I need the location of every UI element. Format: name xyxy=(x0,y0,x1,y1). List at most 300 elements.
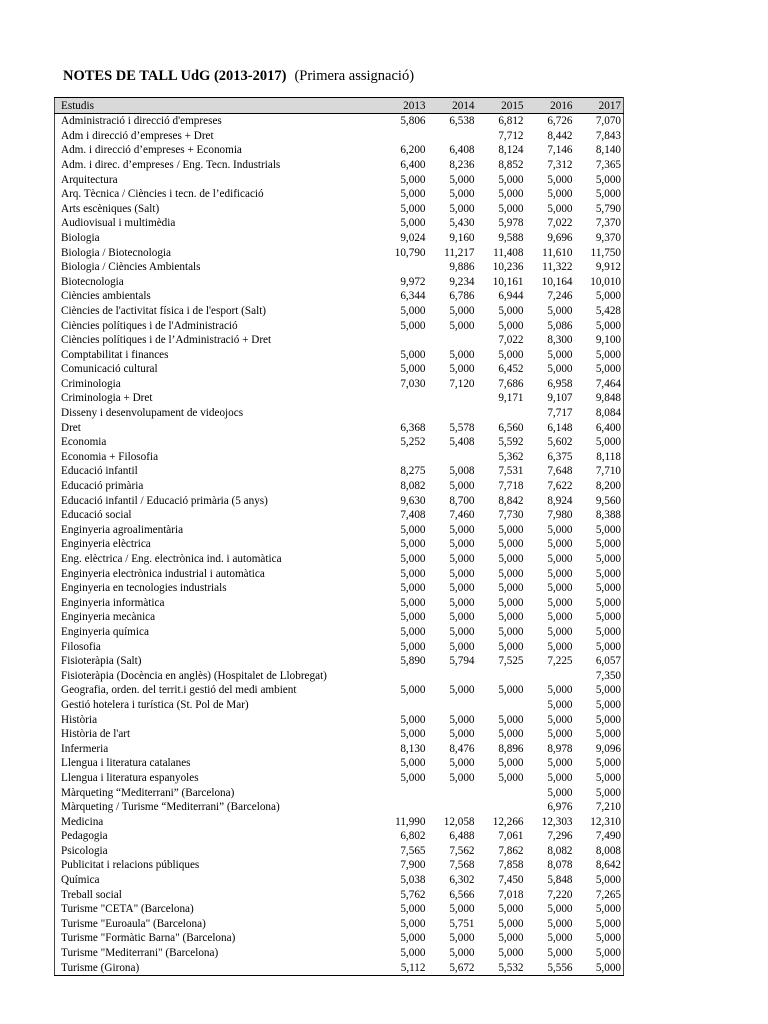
grade-2015-cell: 5,978 xyxy=(498,217,524,230)
grade-2013-cell: 7,408 xyxy=(400,509,426,522)
grade-2014-cell: 5,000 xyxy=(449,611,475,624)
grade-2014-cell: 9,886 xyxy=(449,261,475,274)
grade-2014-cell: 8,476 xyxy=(449,742,475,755)
table-row xyxy=(55,639,624,654)
studies-cell: Enginyeria informàtica xyxy=(61,596,165,609)
studies-cell: Comunicació cultural xyxy=(61,363,158,376)
table-row xyxy=(55,216,624,231)
grade-2015-cell xyxy=(477,785,526,800)
table-row xyxy=(55,420,624,435)
table-row xyxy=(55,566,624,581)
table-row xyxy=(55,741,624,756)
grade-2013-cell: 5,038 xyxy=(400,874,426,887)
grade-2016-cell: 5,000 xyxy=(547,771,573,784)
grade-2016-cell: 5,000 xyxy=(547,582,573,595)
grade-2014-cell: 5,000 xyxy=(449,538,475,551)
grade-2017-cell: 5,000 xyxy=(595,348,621,361)
grade-2014-cell xyxy=(428,785,477,800)
grade-2016-cell: 5,602 xyxy=(547,436,573,449)
grade-2016-cell: 9,696 xyxy=(547,231,573,244)
grade-2013-cell xyxy=(376,668,428,683)
grade-2016-cell: 8,978 xyxy=(547,742,573,755)
studies-cell: Màrqueting / Turisme “Mediterrani” (Barcelona) xyxy=(61,801,280,814)
studies-cell: Enginyeria química xyxy=(61,625,149,638)
studies-cell: Psicologia xyxy=(61,844,108,857)
grade-2017-cell: 5,000 xyxy=(595,611,621,624)
table-row xyxy=(55,756,624,771)
column-header-studies: Estudis xyxy=(55,98,376,114)
grade-2016-cell: 5,000 xyxy=(547,728,573,741)
document-title: NOTES DE TALL UdG (2013-2017) xyxy=(63,68,287,84)
grade-2013-cell: 5,000 xyxy=(400,903,426,916)
grade-2013-cell: 5,000 xyxy=(400,625,426,638)
column-header-2017: 2017 xyxy=(575,98,624,114)
grade-2016-cell: 5,000 xyxy=(547,917,573,930)
grade-2013-cell: 5,000 xyxy=(400,640,426,653)
studies-cell: Publicitat i relacions públiques xyxy=(61,859,200,872)
studies-cell: Ciències polítiques i de l’Administració + Dret xyxy=(61,334,272,347)
grade-2014-cell: 5,578 xyxy=(449,421,475,434)
grade-2014-cell: 5,672 xyxy=(449,961,475,974)
grade-2013-cell: 11,990 xyxy=(395,815,426,828)
grade-2016-cell: 5,556 xyxy=(547,961,573,974)
studies-cell: Turisme "Mediterrani" (Barcelona) xyxy=(61,947,219,960)
grade-2017-cell: 5,000 xyxy=(595,684,621,697)
grade-2015-cell: 8,896 xyxy=(498,742,524,755)
cutoff-grades-table xyxy=(54,97,624,976)
grade-2013-cell: 5,000 xyxy=(400,947,426,960)
grade-2015-cell: 7,022 xyxy=(498,334,524,347)
grade-2016-cell: 6,958 xyxy=(547,377,573,390)
studies-cell: Arq. Tècnica / Ciències i tecn. de l’edificació xyxy=(61,188,264,201)
grade-2013-cell: 5,000 xyxy=(400,217,426,230)
studies-cell: Criminologia xyxy=(61,377,121,390)
grade-2017-cell: 5,000 xyxy=(595,757,621,770)
document-heading xyxy=(63,68,414,85)
column-header-2015: 2015 xyxy=(477,98,526,114)
grade-2014-cell: 5,000 xyxy=(449,903,475,916)
grade-2014-cell: 5,794 xyxy=(449,655,475,668)
grade-2017-cell: 7,843 xyxy=(595,129,621,142)
studies-cell: Educació infantil / Educació primària (5 anys) xyxy=(61,494,268,507)
table-row xyxy=(55,201,624,216)
grade-2014-cell xyxy=(428,800,477,815)
studies-cell: Adm. i direc. d’empreses / Eng. Tecn. Industrials xyxy=(61,158,281,171)
grade-2015-cell: 5,000 xyxy=(498,728,524,741)
grade-2013-cell xyxy=(376,800,428,815)
studies-cell: Arts escèniques (Salt) xyxy=(61,202,160,215)
grade-2013-cell xyxy=(376,260,428,275)
grade-2013-cell: 5,000 xyxy=(400,917,426,930)
table-row xyxy=(55,712,624,727)
grade-2016-cell: 6,726 xyxy=(547,115,573,128)
grade-2015-cell: 7,061 xyxy=(498,830,524,843)
grade-2017-cell: 7,464 xyxy=(595,377,621,390)
table-row xyxy=(55,537,624,552)
studies-cell: Ciències polítiques i de l'Administració xyxy=(61,319,238,332)
grade-2015-cell: 5,000 xyxy=(498,348,524,361)
grade-2016-cell: 11,322 xyxy=(542,261,573,274)
grade-2016-cell: 5,000 xyxy=(547,786,573,799)
grade-2013-cell: 6,802 xyxy=(400,830,426,843)
studies-cell: Dret xyxy=(61,421,81,434)
table-row xyxy=(55,945,624,960)
grade-2013-cell: 5,112 xyxy=(400,961,426,974)
grade-2017-cell: 5,000 xyxy=(595,917,621,930)
studies-cell: Geografia, orden. del territ.i gestió del medi ambient xyxy=(61,684,297,697)
grade-2015-cell: 5,000 xyxy=(498,947,524,960)
grade-2016-cell: 5,000 xyxy=(547,538,573,551)
grade-2015-cell: 7,450 xyxy=(498,874,524,887)
grade-2016-cell: 5,000 xyxy=(547,188,573,201)
studies-cell: Turisme "Formàtic Barna" (Barcelona) xyxy=(61,932,236,945)
grade-2016-cell: 5,000 xyxy=(547,698,573,711)
grade-2017-cell: 5,000 xyxy=(595,903,621,916)
table-row xyxy=(55,405,624,420)
studies-cell: Administració i direcció d'empreses xyxy=(61,115,222,128)
grade-2017-cell: 5,000 xyxy=(595,786,621,799)
table-row xyxy=(55,902,624,917)
grade-2016-cell: 5,000 xyxy=(547,523,573,536)
grade-2014-cell: 5,000 xyxy=(449,771,475,784)
table-row xyxy=(55,931,624,946)
grade-2013-cell: 9,630 xyxy=(400,494,426,507)
grade-2015-cell: 8,124 xyxy=(498,144,524,157)
grade-2016-cell: 5,000 xyxy=(547,611,573,624)
grade-2013-cell: 5,000 xyxy=(400,684,426,697)
grade-2015-cell: 5,000 xyxy=(498,932,524,945)
grade-2013-cell: 5,000 xyxy=(400,173,426,186)
studies-cell: Pedagogia xyxy=(61,830,108,843)
grade-2014-cell: 5,000 xyxy=(449,567,475,580)
grade-2014-cell xyxy=(428,128,477,143)
grade-2017-cell: 7,350 xyxy=(595,669,621,682)
studies-cell: Gestió hotelera i turística (St. Pol de Mar) xyxy=(61,698,249,711)
table-row xyxy=(55,814,624,829)
grade-2013-cell: 6,200 xyxy=(400,144,426,157)
studies-cell: Adm i direcció d’empreses + Dret xyxy=(61,129,214,142)
grade-2013-cell: 8,130 xyxy=(400,742,426,755)
table-row xyxy=(55,595,624,610)
grade-2014-cell: 5,000 xyxy=(449,932,475,945)
table-row xyxy=(55,770,624,785)
grade-2015-cell xyxy=(477,697,526,712)
studies-cell: Història xyxy=(61,713,98,726)
table-row xyxy=(55,872,624,887)
grade-2014-cell: 8,236 xyxy=(449,158,475,171)
studies-cell: Educació infantil xyxy=(61,465,138,478)
studies-cell: Treball social xyxy=(61,888,122,901)
grade-2014-cell: 7,120 xyxy=(449,377,475,390)
grade-2014-cell: 9,160 xyxy=(449,231,475,244)
table-row xyxy=(55,318,624,333)
table-row xyxy=(55,800,624,815)
grade-2016-cell: 5,000 xyxy=(547,202,573,215)
grade-2017-cell: 9,912 xyxy=(595,261,621,274)
studies-cell: Enginyeria en tecnologies industrials xyxy=(61,582,227,595)
grade-2013-cell: 6,344 xyxy=(400,290,426,303)
grade-2016-cell: 6,375 xyxy=(547,450,573,463)
grade-2017-cell: 5,000 xyxy=(595,173,621,186)
table-row xyxy=(55,435,624,450)
grade-2017-cell: 5,000 xyxy=(595,553,621,565)
grade-2013-cell: 5,000 xyxy=(400,771,426,784)
table-row xyxy=(55,333,624,348)
grade-2014-cell: 12,058 xyxy=(443,815,475,828)
studies-cell: Biologia / Biotecnologia xyxy=(61,246,171,259)
grade-2013-cell: 9,972 xyxy=(400,275,426,288)
table-row xyxy=(55,916,624,931)
column-header-2016: 2016 xyxy=(526,98,575,114)
studies-cell: Arquitectura xyxy=(61,173,118,186)
grade-2015-cell: 7,525 xyxy=(498,655,524,668)
grade-2014-cell: 5,000 xyxy=(449,319,475,332)
grade-2017-cell: 9,370 xyxy=(595,231,621,244)
grade-2017-cell: 8,642 xyxy=(595,859,621,872)
table-row xyxy=(55,668,624,683)
grade-2014-cell: 5,000 xyxy=(449,480,475,493)
grade-2013-cell: 5,762 xyxy=(400,888,426,901)
grade-2013-cell: 5,000 xyxy=(400,523,426,536)
grade-2017-cell: 6,400 xyxy=(595,421,621,434)
grade-2014-cell: 5,008 xyxy=(449,465,475,478)
grade-2014-cell: 6,786 xyxy=(449,290,475,303)
grade-2016-cell: 5,000 xyxy=(547,625,573,638)
grade-2017-cell: 5,000 xyxy=(595,640,621,653)
grade-2017-cell: 6,057 xyxy=(595,655,621,668)
grade-2015-cell xyxy=(477,800,526,815)
studies-cell: Història de l'art xyxy=(61,728,131,741)
table-row xyxy=(55,624,624,639)
studies-cell: Economia + Filosofia xyxy=(61,450,159,463)
studies-cell: Economia xyxy=(61,436,107,449)
studies-cell: Educació primària xyxy=(61,480,144,493)
grade-2013-cell: 5,806 xyxy=(400,115,426,128)
grade-2016-cell: 8,442 xyxy=(547,129,573,142)
grade-2013-cell: 5,000 xyxy=(400,713,426,726)
grade-2013-cell: 5,000 xyxy=(400,304,426,317)
grade-2017-cell: 9,100 xyxy=(595,334,621,347)
studies-cell: Fisioteràpia (Salt) xyxy=(61,655,142,668)
column-header-2013: 2013 xyxy=(376,98,428,114)
grade-2016-cell: 5,000 xyxy=(547,640,573,653)
studies-cell: Biologia xyxy=(61,231,100,244)
studies-cell: Ciències de l'activitat física i de l'esport (Salt) xyxy=(61,304,267,317)
grade-2014-cell: 7,460 xyxy=(449,509,475,522)
grade-2016-cell: 5,000 xyxy=(547,567,573,580)
studies-cell: Disseny i desenvolupament de videojocs xyxy=(61,407,244,420)
grade-2015-cell: 5,000 xyxy=(498,538,524,551)
grade-2017-cell: 5,000 xyxy=(595,188,621,201)
grade-2014-cell: 5,000 xyxy=(449,728,475,741)
table-row xyxy=(55,493,624,508)
grade-2014-cell: 5,751 xyxy=(449,917,475,930)
grade-2013-cell: 5,000 xyxy=(400,582,426,595)
document-subtitle: (Primera assignació) xyxy=(294,68,415,84)
grade-2015-cell: 7,718 xyxy=(498,480,524,493)
grade-2017-cell: 5,000 xyxy=(595,947,621,960)
grade-2013-cell: 5,000 xyxy=(400,188,426,201)
grade-2013-cell: 7,030 xyxy=(400,377,426,390)
studies-cell: Turisme "CETA" (Barcelona) xyxy=(61,903,194,916)
grade-2014-cell: 5,000 xyxy=(449,523,475,536)
grade-2017-cell: 5,000 xyxy=(595,319,621,332)
table-row xyxy=(55,230,624,245)
grade-2016-cell: 8,082 xyxy=(547,844,573,857)
grade-2017-cell: 8,008 xyxy=(595,844,621,857)
grade-2015-cell: 5,000 xyxy=(498,771,524,784)
grade-2016-cell: 5,000 xyxy=(547,947,573,960)
grade-2016-cell: 5,000 xyxy=(547,757,573,770)
grade-2015-cell: 5,000 xyxy=(498,553,524,565)
grade-2017-cell: 8,084 xyxy=(595,407,621,420)
grade-2016-cell: 8,078 xyxy=(547,859,573,872)
grade-2015-cell: 7,730 xyxy=(498,509,524,522)
grade-2016-cell: 5,000 xyxy=(547,903,573,916)
column-header-2014: 2014 xyxy=(428,98,477,114)
grade-2017-cell: 8,200 xyxy=(595,480,621,493)
grade-2013-cell: 5,000 xyxy=(400,319,426,332)
table-row xyxy=(55,610,624,625)
grade-2013-cell: 10,790 xyxy=(394,246,426,259)
grade-2013-cell: 5,000 xyxy=(400,596,426,609)
studies-cell: Turisme (Girona) xyxy=(61,961,140,974)
grade-2016-cell: 5,000 xyxy=(547,363,573,376)
table-row xyxy=(55,785,624,800)
grade-2017-cell: 9,096 xyxy=(595,742,621,755)
grade-2014-cell: 5,430 xyxy=(449,217,475,230)
grade-2015-cell: 6,944 xyxy=(498,290,524,303)
grade-2017-cell: 5,000 xyxy=(595,582,621,595)
studies-cell: Filosofia xyxy=(61,640,101,653)
grade-2014-cell: 6,408 xyxy=(449,144,475,157)
grade-2013-cell: 5,252 xyxy=(400,436,426,449)
grade-2013-cell: 7,900 xyxy=(400,859,426,872)
grade-2014-cell: 5,000 xyxy=(449,713,475,726)
grade-2013-cell: 5,000 xyxy=(400,202,426,215)
grade-2016-cell: 7,220 xyxy=(547,888,573,901)
grade-2017-cell: 5,000 xyxy=(595,290,621,303)
grade-2014-cell: 11,217 xyxy=(444,246,475,259)
grade-2017-cell: 5,428 xyxy=(595,304,621,317)
grade-2015-cell: 5,000 xyxy=(498,917,524,930)
grade-2016-cell: 6,148 xyxy=(547,421,573,434)
grade-2015-cell: 9,588 xyxy=(498,231,524,244)
grade-2014-cell: 5,000 xyxy=(449,553,475,565)
grade-2013-cell: 6,368 xyxy=(400,421,426,434)
table-row xyxy=(55,697,624,712)
grade-2015-cell: 5,000 xyxy=(498,757,524,770)
table-row xyxy=(55,581,624,596)
grade-2014-cell: 5,000 xyxy=(449,625,475,638)
grade-2016-cell: 12,303 xyxy=(541,815,573,828)
studies-cell: Enginyeria electrònica industrial i automàtica xyxy=(61,567,265,580)
grade-2015-cell: 10,161 xyxy=(492,275,524,288)
grade-2016-cell: 7,146 xyxy=(547,144,573,157)
studies-cell: Enginyeria mecànica xyxy=(61,611,156,624)
grade-2013-cell: 8,082 xyxy=(400,480,426,493)
table-row xyxy=(55,362,624,377)
grade-2015-cell: 5,000 xyxy=(498,173,524,186)
grade-2016-cell xyxy=(526,668,575,683)
table-row xyxy=(55,376,624,391)
grade-2016-cell: 10,164 xyxy=(541,275,573,288)
grade-2015-cell: 5,000 xyxy=(498,713,524,726)
studies-cell: Ciències ambientals xyxy=(61,290,151,303)
grade-2015-cell: 6,560 xyxy=(498,421,524,434)
grade-2017-cell: 5,000 xyxy=(595,728,621,741)
grade-2014-cell: 5,000 xyxy=(449,173,475,186)
table-row xyxy=(55,113,624,128)
grade-2016-cell: 5,000 xyxy=(547,173,573,186)
grade-2015-cell: 5,000 xyxy=(498,202,524,215)
grade-2015-cell: 6,452 xyxy=(498,363,524,376)
studies-cell: Adm. i direcció d’empreses + Economia xyxy=(61,144,242,157)
grade-2013-cell xyxy=(376,697,428,712)
grade-2014-cell: 5,408 xyxy=(449,436,475,449)
grade-2015-cell: 5,000 xyxy=(498,319,524,332)
table-row xyxy=(55,289,624,304)
grade-2013-cell: 5,000 xyxy=(400,728,426,741)
table-row xyxy=(55,478,624,493)
grade-2014-cell: 5,000 xyxy=(449,363,475,376)
table-row xyxy=(55,727,624,742)
grade-2013-cell xyxy=(376,391,428,406)
table-row xyxy=(55,551,624,566)
table-row xyxy=(55,508,624,523)
grade-2014-cell: 5,000 xyxy=(449,640,475,653)
grade-2015-cell: 5,362 xyxy=(498,450,524,463)
grade-2014-cell xyxy=(428,668,477,683)
grade-2016-cell: 5,848 xyxy=(547,874,573,887)
grade-2014-cell: 6,538 xyxy=(449,115,475,128)
grade-2013-cell: 5,000 xyxy=(400,567,426,580)
grade-2015-cell: 5,000 xyxy=(498,523,524,536)
table-row xyxy=(55,843,624,858)
studies-cell: Eng. elèctrica / Eng. electrònica ind. i automàtica xyxy=(61,553,282,565)
grade-2016-cell: 5,000 xyxy=(547,596,573,609)
grade-2014-cell xyxy=(428,333,477,348)
grade-2017-cell: 7,710 xyxy=(595,465,621,478)
grade-2017-cell: 10,010 xyxy=(590,275,621,288)
grade-2013-cell: 5,000 xyxy=(400,538,426,551)
table-row xyxy=(55,274,624,289)
studies-cell: Química xyxy=(61,874,100,887)
table-row xyxy=(55,347,624,362)
grade-2016-cell: 9,107 xyxy=(547,392,573,405)
table-row xyxy=(55,391,624,406)
grade-2014-cell: 5,000 xyxy=(449,947,475,960)
grade-2017-cell: 8,140 xyxy=(595,144,621,157)
studies-cell: Llengua i literatura espanyoles xyxy=(61,771,199,784)
grade-2013-cell xyxy=(376,128,428,143)
grade-2016-cell: 7,246 xyxy=(547,290,573,303)
grade-2017-cell: 9,848 xyxy=(595,392,621,405)
grade-2014-cell: 6,488 xyxy=(449,830,475,843)
grade-2014-cell: 5,000 xyxy=(449,348,475,361)
grade-2016-cell: 7,022 xyxy=(547,217,573,230)
grade-2017-cell: 5,000 xyxy=(595,436,621,449)
grade-2015-cell: 5,000 xyxy=(498,640,524,653)
grade-2017-cell: 5,000 xyxy=(595,596,621,609)
table-row xyxy=(55,143,624,158)
grade-2013-cell: 9,024 xyxy=(400,231,426,244)
grade-2015-cell: 5,000 xyxy=(498,684,524,697)
table-row xyxy=(55,522,624,537)
grade-2013-cell: 5,000 xyxy=(400,757,426,770)
grade-2014-cell: 9,234 xyxy=(449,275,475,288)
grade-2017-cell: 7,070 xyxy=(595,115,621,128)
